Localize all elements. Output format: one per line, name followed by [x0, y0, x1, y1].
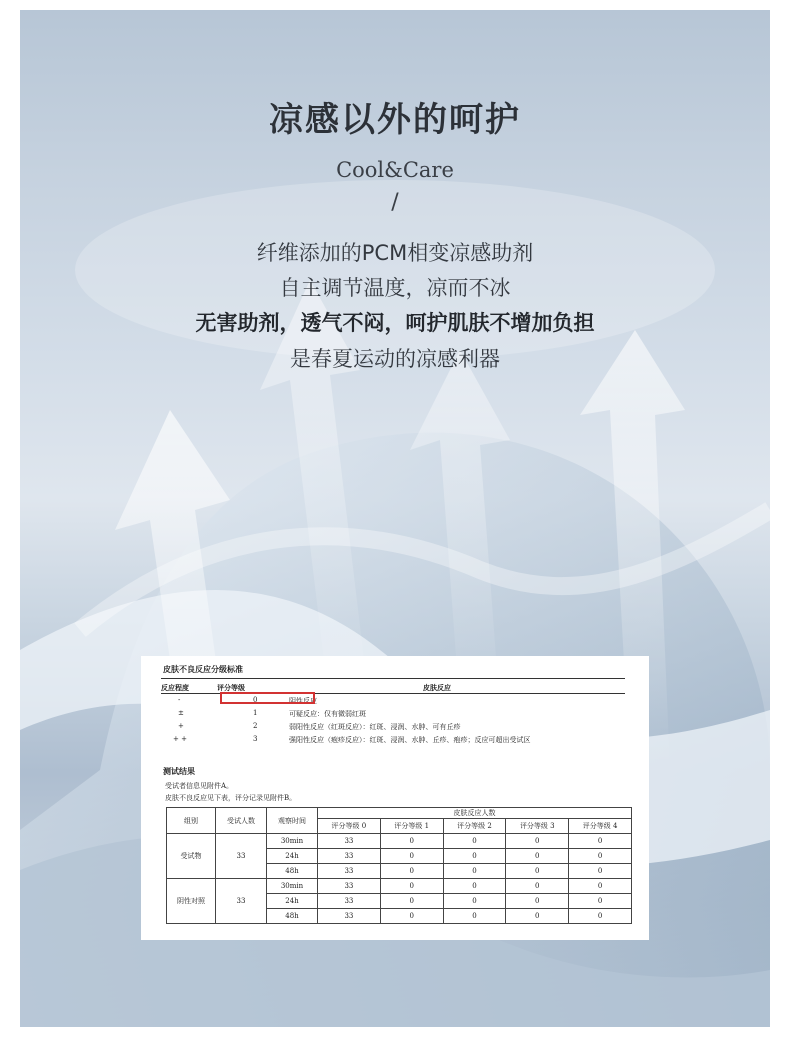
feature-line-1: 纤维添加的PCM相变凉感助剂	[256, 241, 534, 265]
value-cell: 0	[569, 894, 632, 909]
value-cell: 0	[506, 849, 569, 864]
grade-header-score: 评分等级	[217, 683, 245, 692]
group-name: 阴性对照	[167, 879, 216, 924]
grade-symbol: +	[178, 722, 184, 730]
time-cell: 48h	[267, 864, 318, 879]
col-header-reaction: 皮肤反应人数	[318, 808, 632, 819]
grade-row	[161, 735, 631, 747]
value-cell: 0	[443, 879, 506, 894]
value-cell: 0	[506, 864, 569, 879]
hero-panel	[20, 10, 770, 1027]
value-cell: 33	[318, 834, 381, 849]
value-cell: 33	[318, 909, 381, 924]
value-cell: 0	[569, 909, 632, 924]
value-cell: 0	[443, 849, 506, 864]
time-cell: 48h	[267, 909, 318, 924]
value-cell: 33	[318, 849, 381, 864]
value-cell: 0	[380, 909, 443, 924]
grade-score: 1	[253, 709, 258, 717]
grade-row	[161, 722, 631, 734]
value-cell: 0	[380, 864, 443, 879]
value-cell: 0	[443, 909, 506, 924]
time-cell: 24h	[267, 894, 318, 909]
feature-line-2: 自主调节温度，凉而不冰	[279, 276, 511, 300]
col-header-time: 观察时间	[267, 808, 318, 834]
value-cell: 33	[318, 879, 381, 894]
result-title: 测试结果	[163, 766, 195, 776]
feature-line-4: 是春夏运动的凉感利器	[290, 347, 500, 371]
grade-symbol: + +	[173, 735, 187, 743]
value-cell: 0	[569, 834, 632, 849]
time-cell: 30min	[267, 879, 318, 894]
value-cell: 0	[506, 834, 569, 849]
col-header-level: 评分等级 1	[380, 819, 443, 834]
grade-header-reaction: 皮肤反应	[423, 683, 451, 692]
time-cell: 24h	[267, 849, 318, 864]
table-row	[167, 879, 632, 894]
grade-description: 强阳性反应（疱疹反应）：红斑、浸润、水肿、丘疹、疱疹；反应可超出受试区	[289, 736, 531, 744]
test-report	[141, 656, 649, 940]
grade-row	[161, 709, 631, 721]
value-cell: 0	[380, 894, 443, 909]
group-subjects: 33	[216, 834, 267, 879]
value-cell: 0	[506, 909, 569, 924]
col-header-level: 评分等级 0	[318, 819, 381, 834]
feature-line-3: 无害助剂，透气不闷，呵护肌肤不增加负担	[195, 311, 595, 335]
subtitle: Cool&Care	[336, 158, 454, 182]
value-cell: 0	[506, 879, 569, 894]
col-header-group: 组别	[167, 808, 216, 834]
note-line: 受试者信息见附件A。	[165, 782, 234, 790]
value-cell: 33	[318, 864, 381, 879]
grade-description: 可疑反应：仅有微弱红斑	[289, 710, 366, 718]
value-cell: 0	[569, 849, 632, 864]
value-cell: 0	[569, 864, 632, 879]
col-header-level: 评分等级 3	[506, 819, 569, 834]
value-cell: 0	[443, 834, 506, 849]
value-cell: 0	[380, 834, 443, 849]
value-cell: 0	[506, 894, 569, 909]
note-line: 皮肤不良反应见下表，评分记录见附件B。	[165, 794, 297, 802]
grade-standard-title: 皮肤不良反应分级标准	[163, 664, 243, 674]
value-cell: 0	[380, 849, 443, 864]
grade-symbol: ±	[178, 709, 184, 717]
time-cell: 30min	[267, 834, 318, 849]
grade-header-level: 反应程度	[161, 683, 189, 692]
grade-score: 3	[253, 735, 258, 743]
col-header-subjects: 受试人数	[216, 808, 267, 834]
highlight-box	[220, 692, 315, 704]
grade-score: 2	[253, 722, 258, 730]
grade-description: 阴性反应	[289, 697, 317, 705]
group-name: 受试物	[167, 834, 216, 879]
group-subjects: 33	[216, 879, 267, 924]
value-cell: 0	[443, 894, 506, 909]
grade-score: 0	[253, 696, 258, 704]
value-cell: 33	[318, 894, 381, 909]
grade-description: 弱阳性反应（红斑反应）：红斑、浸润、水肿、可有丘疹	[289, 723, 461, 731]
page-title: 凉感以外的呵护	[269, 100, 521, 140]
col-header-level: 评分等级 4	[569, 819, 632, 834]
value-cell: 0	[380, 879, 443, 894]
divider-slash: /	[391, 190, 399, 215]
divider	[161, 678, 625, 679]
col-header-level: 评分等级 2	[443, 819, 506, 834]
table-row	[167, 834, 632, 849]
grade-symbol: -	[178, 696, 181, 704]
result-table	[166, 807, 632, 924]
value-cell: 0	[569, 879, 632, 894]
value-cell: 0	[443, 864, 506, 879]
